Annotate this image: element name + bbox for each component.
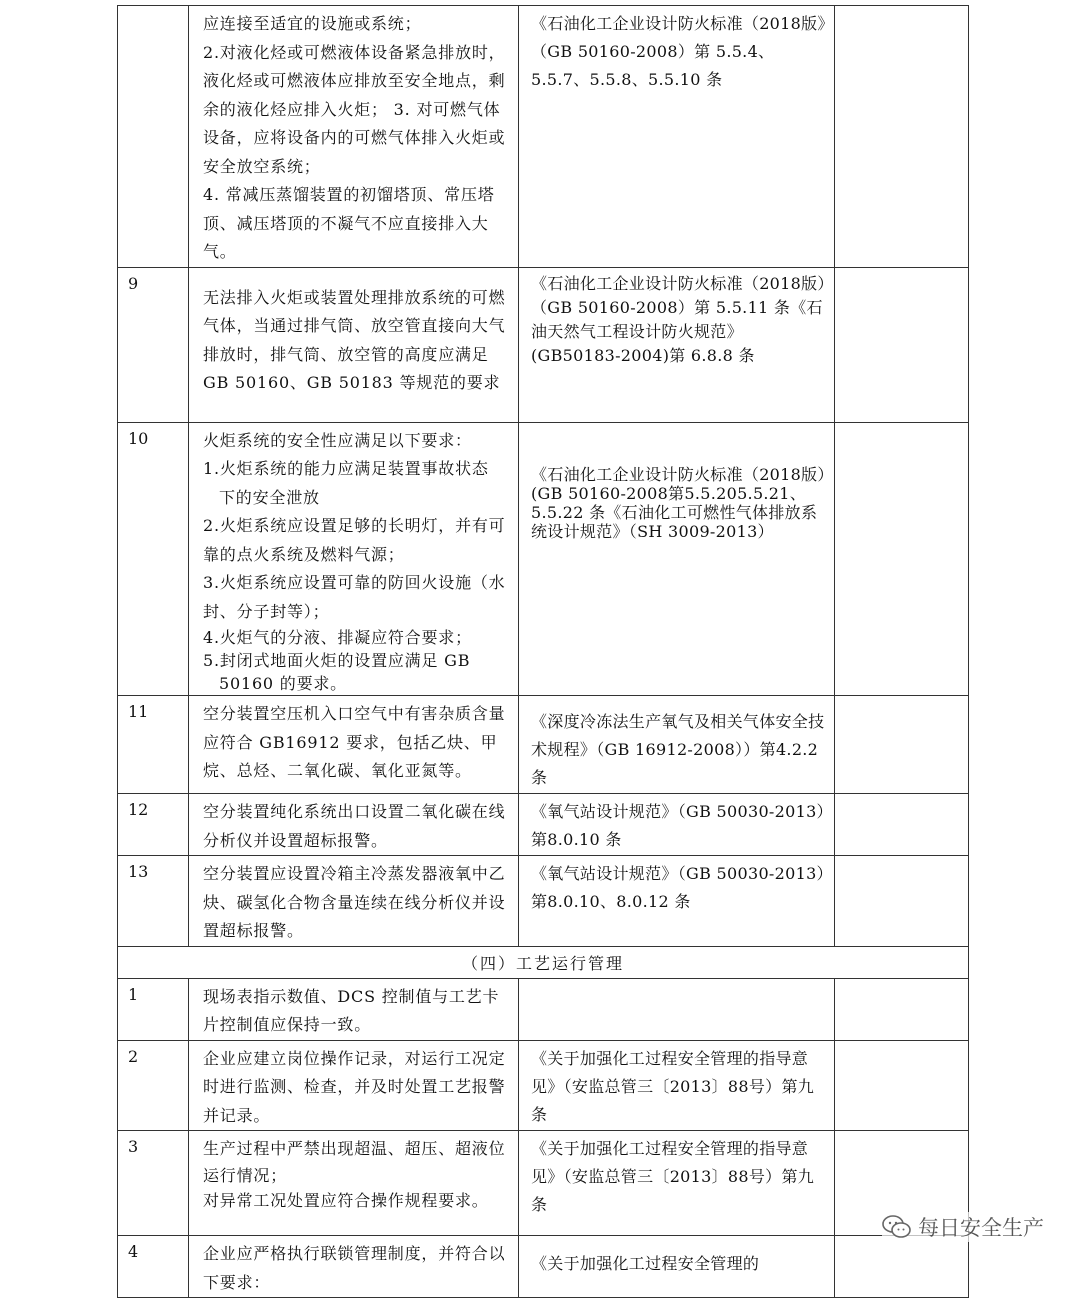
reference-cell xyxy=(519,6,835,268)
reference-cell xyxy=(519,696,835,794)
reference-cell xyxy=(519,978,835,1040)
table-row xyxy=(118,1040,969,1131)
remarks-cell xyxy=(835,1236,969,1298)
table-row xyxy=(118,1131,969,1236)
requirement-line: 下的安全泄放 xyxy=(219,487,320,507)
remarks-cell xyxy=(835,978,969,1040)
reference-cell xyxy=(519,1040,835,1131)
requirement-cell xyxy=(189,856,519,947)
inspection-table xyxy=(117,5,969,1298)
reference-line: 《石油化工企业设计防火标准（2018版》（GB 50160-2008）第 5.5.4、5.5.7、5.5.8、5.5.10 条 xyxy=(531,14,826,89)
row-number: 3 xyxy=(118,1131,189,1236)
requirement-line: 2.火炬系统应设置足够的长明灯，并有可靠的点火系统及燃料气源； xyxy=(203,516,506,564)
requirement-cell xyxy=(189,1236,519,1298)
section-row xyxy=(118,946,969,978)
requirement-cell xyxy=(189,1040,519,1131)
table-row xyxy=(118,1236,969,1298)
reference-cell xyxy=(519,1236,835,1298)
row-number: 1 xyxy=(118,978,189,1040)
watermark xyxy=(882,1212,1044,1242)
row-number: 11 xyxy=(118,696,189,794)
reference-line: 《氧气站设计规范》（GB 50030-2013）第8.0.10、8.0.12 条 xyxy=(531,864,825,911)
requirement-cell xyxy=(189,696,519,794)
remarks-cell xyxy=(835,267,969,422)
requirement-line: 企业应建立岗位操作记录，对运行工况定时进行监测、检查，并及时处置工艺报警并记录。 xyxy=(203,1048,506,1125)
requirement-line: 1.火炬系统的能力应满足装置事故状态 xyxy=(203,459,489,478)
reference-cell xyxy=(519,1131,835,1236)
row-number: 13 xyxy=(118,856,189,947)
requirement-line: 2.对液化烃或可燃液体设备紧急排放时，液化烃或可燃液体应排放至安全地点，剩余的液化烃应排入火炬； 3. 对可燃气体设备，应将设备内的可燃气体排入火炬或安全放空系统； xyxy=(203,42,506,176)
reference-line: 《关于加强化工过程安全管理的 xyxy=(531,1254,760,1273)
row-number: 4 xyxy=(118,1236,189,1298)
wechat-icon xyxy=(882,1214,912,1240)
remarks-cell xyxy=(835,794,969,856)
requirement-line: 对异常工况处置应符合操作规程要求。 xyxy=(203,1191,489,1210)
row-number: 10 xyxy=(118,422,189,696)
remarks-cell xyxy=(835,6,969,268)
reference-cell xyxy=(519,856,835,947)
requirement-line: 火炬系统的安全性应满足以下要求： xyxy=(203,430,472,450)
reference-line: 《关于加强化工过程安全管理的指导意见》（安监总管三〔2013〕88号）第九条 xyxy=(531,1139,815,1214)
requirement-cell xyxy=(189,267,519,422)
requirement-line: 50160 的要求。 xyxy=(219,674,347,693)
row-number: 12 xyxy=(118,794,189,856)
requirement-line: 5.封闭式地面火炬的设置应满足 GB xyxy=(203,651,471,670)
requirement-line: 空分装置空压机入口空气中有害杂质含量应符合 GB16912 要求，包括乙炔、甲烷、总烃、二氧化碳、氧化亚氮等。 xyxy=(203,704,506,780)
requirement-line: 应连接至适宜的设施或系统； xyxy=(203,14,422,33)
table-row xyxy=(118,856,969,947)
row-number xyxy=(118,6,189,268)
requirement-line: 空分装置应设置冷箱主冷蒸发器液氧中乙炔、碳氢化合物含量连续在线分析仪并设置超标报警。 xyxy=(203,864,506,940)
remarks-cell xyxy=(835,1040,969,1131)
requirement-line: 生产过程中严禁出现超温、超压、超液位运行情况； xyxy=(203,1139,506,1185)
table-row xyxy=(118,794,969,856)
table-row xyxy=(118,422,969,696)
requirement-cell xyxy=(189,978,519,1040)
requirement-line: 企业应严格执行联锁管理制度，并符合以下要求： xyxy=(203,1244,506,1292)
requirement-line: 空分装置纯化系统出口设置二氧化碳在线分析仪并设置超标报警。 xyxy=(203,802,506,850)
table-row xyxy=(118,267,969,422)
table-row xyxy=(118,978,969,1040)
reference-line: 《深度冷冻法生产氧气及相关气体安全技术规程》（GB 16912-2008））第4.2.2 条 xyxy=(531,712,825,787)
requirement-cell xyxy=(189,1131,519,1236)
row-number: 2 xyxy=(118,1040,189,1131)
requirement-cell xyxy=(189,6,519,268)
requirement-line: 4. 常减压蒸馏装置的初馏塔顶、常压塔顶、减压塔顶的不凝气不应直接排入大气。 xyxy=(203,185,495,261)
reference-line: 《石油化工企业设计防火标准（2018版）(GB 50160-2008第5.5.205.5.21、5.5.22 条《石油化工可燃性气体排放系统设计规范》（SH 3009-2013） xyxy=(531,464,826,541)
table-row xyxy=(118,6,969,268)
watermark-text: 每日安全生产 xyxy=(918,1216,1044,1240)
reference-line: 《石油化工企业设计防火标准（2018版）（GB 50160-2008）第 5.5.11 条《石油天然气工程设计防火规范》(GB50183-2004)第 6.8.8 条 xyxy=(531,273,826,365)
remarks-cell xyxy=(835,696,969,794)
table-row xyxy=(118,696,969,794)
requirement-line: 3.火炬系统应设置可靠的防回火设施（水封、分子封等）； xyxy=(203,573,506,621)
remarks-cell xyxy=(835,856,969,947)
reference-cell xyxy=(519,422,835,696)
requirement-line: 无法排入火炬或装置处理排放系统的可燃气体，当通过排气筒、放空管直接向大气排放时，排气筒、放空管的高度应满足 GB 50160、GB 50183 等规范的要求 xyxy=(203,287,506,392)
requirement-cell xyxy=(189,794,519,856)
requirement-cell xyxy=(189,422,519,696)
requirement-line: 现场表指示数值、DCS 控制值与工艺卡片控制值应保持一致。 xyxy=(203,986,500,1034)
reference-cell xyxy=(519,267,835,422)
requirement-line: 4.火炬气的分液、排凝应符合要求； xyxy=(203,628,472,647)
reference-cell xyxy=(519,794,835,856)
reference-line: 《氧气站设计规范》（GB 50030-2013）第8.0.10 条 xyxy=(531,802,825,849)
remarks-cell xyxy=(835,422,969,696)
section-title: （四）工艺运行管理 xyxy=(118,946,969,978)
reference-line: 《关于加强化工过程安全管理的指导意见》（安监总管三〔2013〕88号）第九条 xyxy=(531,1048,815,1124)
row-number: 9 xyxy=(118,267,189,422)
